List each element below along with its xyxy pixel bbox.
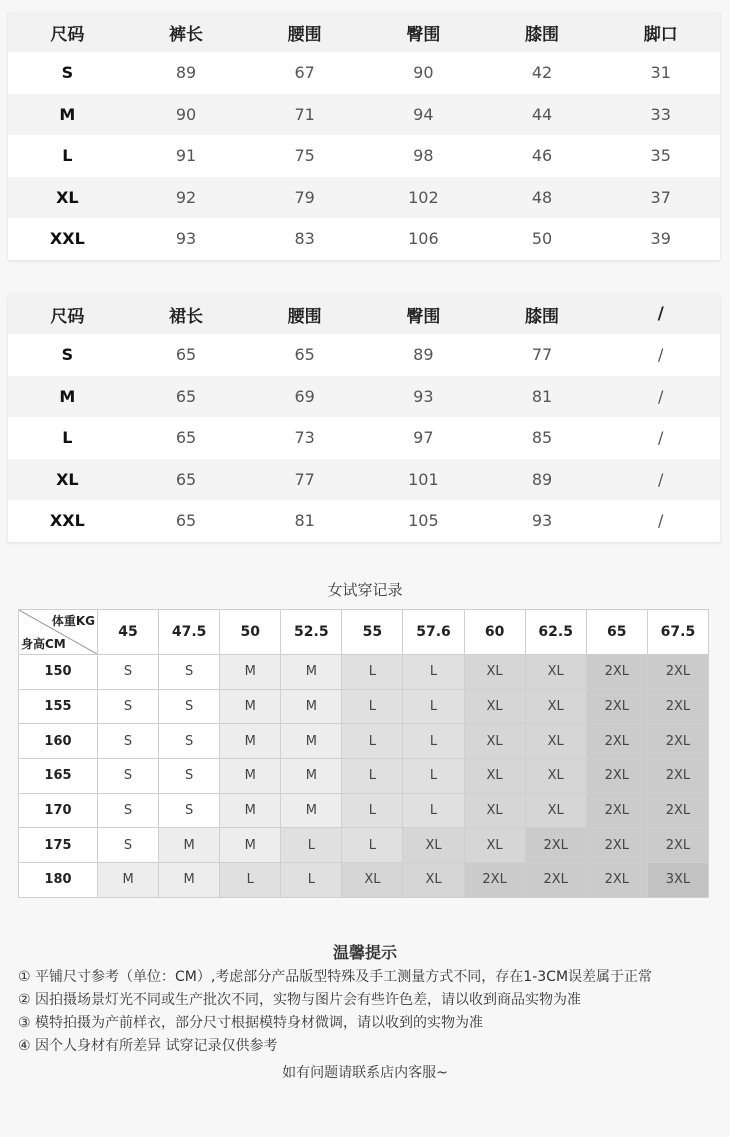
pants-header-cell: 脚口 [643,24,678,45]
recommended-size-cell: M [220,793,281,828]
skirt-cell: 81 [294,511,315,531]
recommended-size-cell: 2XL [647,759,708,794]
recommended-size-cell: L [342,793,403,828]
recommended-size-cell: S [98,828,159,863]
skirt-size-label: L [62,428,73,448]
tips-list [18,966,724,1058]
recommended-size-cell: M [220,655,281,690]
skirt-header-row [8,294,720,334]
skirt-header-cell: 裙长 [169,306,203,327]
recommended-size-cell: L [220,863,281,898]
pants-cell: 90 [175,104,197,124]
tip-item: ④ 因个人身材有所差异 试穿记录仅供参考 [18,1038,278,1054]
trial-row [19,863,709,898]
skirt-size-table [8,294,720,542]
recommended-size-cell: L [342,655,403,690]
recommended-size-cell: 2XL [586,863,647,898]
recommended-size-cell: L [403,759,464,794]
recommended-size-cell: 2XL [647,689,708,724]
skirt-header-cell: / [657,304,664,324]
recommended-size-cell: 2XL [586,689,647,724]
recommended-size-cell: S [98,655,159,690]
recommended-size-cell: XL [525,759,586,794]
pants-cell: 48 [531,187,553,207]
recommended-size-cell: S [98,689,159,724]
tip-item: ① 平铺尺寸参考（单位：CM）,考虑部分产品版型特殊及手工测量方式不同，存在1-3CM误差属于正常 [18,969,653,985]
recommended-size-cell: XL [464,759,525,794]
recommended-size-cell: 2XL [586,793,647,828]
contact-note: 如有问题请联系店内客服~ [282,1065,448,1081]
height-header: 150 [19,655,98,690]
skirt-cell: 65 [175,428,197,448]
skirt-cell: / [658,511,664,531]
skirt-row [8,459,720,501]
recommended-size-cell: S [159,793,220,828]
height-axis-label: 身高CM [21,637,66,651]
skirt-row [8,500,720,542]
height-header: 160 [19,724,98,759]
skirt-header-cell: 臀围 [406,306,441,327]
recommended-size-cell: L [281,863,342,898]
pants-cell: 98 [413,146,434,166]
pants-cell: 37 [650,187,671,207]
pants-header-cell: 尺码 [50,24,85,45]
recommended-size-cell: 2XL [647,655,708,690]
recommended-size-cell: L [342,828,403,863]
skirt-cell: 89 [413,345,434,365]
recommended-size-cell: XL [525,793,586,828]
recommended-size-cell: L [403,655,464,690]
pants-header-row [8,12,720,52]
recommended-size-cell: XL [342,863,403,898]
pants-cell: 79 [294,187,315,207]
pants-header-cell: 腰围 [287,24,322,45]
recommended-size-cell: M [281,689,342,724]
recommended-size-cell: XL [403,863,464,898]
trial-corner-cell [19,610,98,655]
skirt-cell: 93 [413,386,434,406]
weight-header: 57.6 [403,610,464,655]
skirt-header-cell: 腰围 [287,306,322,327]
recommended-size-cell: XL [464,655,525,690]
recommended-size-cell: XL [525,689,586,724]
skirt-cell: 65 [175,345,197,365]
pants-cell: 39 [650,229,671,249]
pants-cell: 102 [408,187,439,207]
skirt-cell: 77 [294,469,315,489]
pants-header-cell: 裤长 [169,24,203,45]
recommended-size-cell: M [220,724,281,759]
pants-size-label: M [59,104,76,124]
skirt-cell: / [658,345,664,365]
pants-size-label: XL [56,187,79,207]
pants-cell: 67 [294,63,315,83]
skirt-cell: 65 [175,469,197,489]
pants-cell: 42 [531,63,553,83]
trial-row [19,689,709,724]
tips-title: 温馨提示 [332,943,397,962]
pants-header-cell: 膝围 [525,24,560,45]
recommended-size-cell: M [159,828,220,863]
recommended-size-cell: S [98,793,159,828]
trial-title: 女试穿记录 [327,581,403,599]
height-header: 175 [19,828,98,863]
recommended-size-cell: 2XL [586,828,647,863]
pants-row [8,94,720,136]
pants-cell: 94 [413,104,434,124]
recommended-size-cell: M [281,724,342,759]
recommended-size-cell: L [403,793,464,828]
pants-row [8,52,720,94]
pants-size-table [8,12,720,260]
skirt-cell: 105 [408,511,439,531]
pants-cell: 35 [650,146,671,166]
pants-size-label: L [62,146,73,166]
pants-cell: 92 [175,187,197,207]
skirt-cell: 89 [531,469,553,489]
recommended-size-cell: S [98,724,159,759]
pants-cell: 93 [175,229,197,249]
height-header: 155 [19,689,98,724]
skirt-cell: / [658,428,664,448]
recommended-size-cell: M [281,793,342,828]
pants-header-cell: 臀围 [406,24,441,45]
recommended-size-cell: 2XL [586,759,647,794]
skirt-size-label: S [61,345,74,365]
pants-size-label: S [61,63,74,83]
skirt-header-cell: 膝围 [525,306,560,327]
pants-cell: 91 [175,146,197,166]
skirt-cell: 93 [531,511,553,531]
recommended-size-cell: S [159,689,220,724]
height-header: 170 [19,793,98,828]
pants-size-label: XXL [49,229,85,249]
pants-cell: 71 [294,104,315,124]
skirt-cell: 97 [413,428,434,448]
recommended-size-cell: M [281,759,342,794]
pants-cell: 106 [408,229,439,249]
weight-header: 45 [98,610,159,655]
skirt-size-label: XL [56,469,79,489]
skirt-row [8,417,720,459]
skirt-row [8,376,720,418]
weight-header: 47.5 [159,610,220,655]
pants-cell: 31 [650,63,671,83]
tip-item: ② 因拍摄场景灯光不同或生产批次不同，实物与图片会有些许色差，请以收到商品实物为准 [18,992,581,1008]
recommended-size-cell: 3XL [647,863,708,898]
trial-row [19,793,709,828]
recommended-size-cell: XL [464,793,525,828]
tip-item: ③ 模特拍摄为产前样衣，部分尺寸根据模特身材微调，请以收到的实物为准 [18,1015,483,1031]
skirt-cell: 73 [294,428,315,448]
recommended-size-cell: L [342,724,403,759]
recommended-size-cell: XL [525,655,586,690]
recommended-size-cell: 2XL [586,655,647,690]
recommended-size-cell: S [159,759,220,794]
skirt-cell: / [658,386,664,406]
trial-row [19,724,709,759]
recommended-size-cell: L [281,828,342,863]
pants-cell: 46 [531,146,553,166]
recommended-size-cell: M [220,689,281,724]
pants-cell: 90 [413,63,434,83]
weight-header: 67.5 [647,610,708,655]
skirt-cell: / [658,469,664,489]
recommended-size-cell: M [98,863,159,898]
recommended-size-cell: XL [403,828,464,863]
pants-row [8,177,720,219]
pants-row [8,218,720,260]
skirt-row [8,334,720,376]
skirt-header-cell: 尺码 [50,306,85,327]
pants-cell: 75 [294,146,315,166]
weight-header: 62.5 [525,610,586,655]
skirt-cell: 77 [531,345,553,365]
skirt-cell: 81 [531,386,553,406]
recommended-size-cell: XL [464,724,525,759]
recommended-size-cell: S [98,759,159,794]
pants-cell: 44 [531,104,553,124]
skirt-cell: 65 [294,345,315,365]
skirt-cell: 65 [175,386,197,406]
pants-cell: 33 [650,104,671,124]
pants-cell: 50 [531,229,553,249]
recommended-size-cell: 2XL [586,724,647,759]
skirt-cell: 69 [294,386,315,406]
weight-header: 60 [464,610,525,655]
pants-cell: 89 [175,63,197,83]
recommended-size-cell: L [342,759,403,794]
weight-axis-label: 体重KG [51,614,95,628]
recommended-size-cell: M [220,759,281,794]
skirt-cell: 85 [531,428,553,448]
pants-row [8,135,720,177]
height-header: 165 [19,759,98,794]
trial-fit-table [18,609,709,898]
recommended-size-cell: S [159,724,220,759]
recommended-size-cell: S [159,655,220,690]
weight-header: 65 [586,610,647,655]
recommended-size-cell: 2XL [464,863,525,898]
recommended-size-cell: M [281,655,342,690]
weight-header: 55 [342,610,403,655]
weight-header: 52.5 [281,610,342,655]
trial-row [19,759,709,794]
trial-row [19,828,709,863]
height-header: 180 [19,863,98,898]
skirt-cell: 101 [408,469,439,489]
recommended-size-cell: L [342,689,403,724]
recommended-size-cell: 2XL [647,724,708,759]
recommended-size-cell: XL [464,689,525,724]
recommended-size-cell: M [159,863,220,898]
pants-cell: 83 [294,229,315,249]
trial-row [19,655,709,690]
recommended-size-cell: 2XL [647,828,708,863]
skirt-cell: 65 [175,511,197,531]
skirt-size-label: M [59,386,76,406]
recommended-size-cell: 2XL [525,863,586,898]
recommended-size-cell: XL [464,828,525,863]
recommended-size-cell: 2XL [525,828,586,863]
recommended-size-cell: L [403,724,464,759]
recommended-size-cell: XL [525,724,586,759]
recommended-size-cell: 2XL [647,793,708,828]
recommended-size-cell: L [403,689,464,724]
skirt-size-label: XXL [49,511,85,531]
recommended-size-cell: M [220,828,281,863]
weight-header: 50 [220,610,281,655]
